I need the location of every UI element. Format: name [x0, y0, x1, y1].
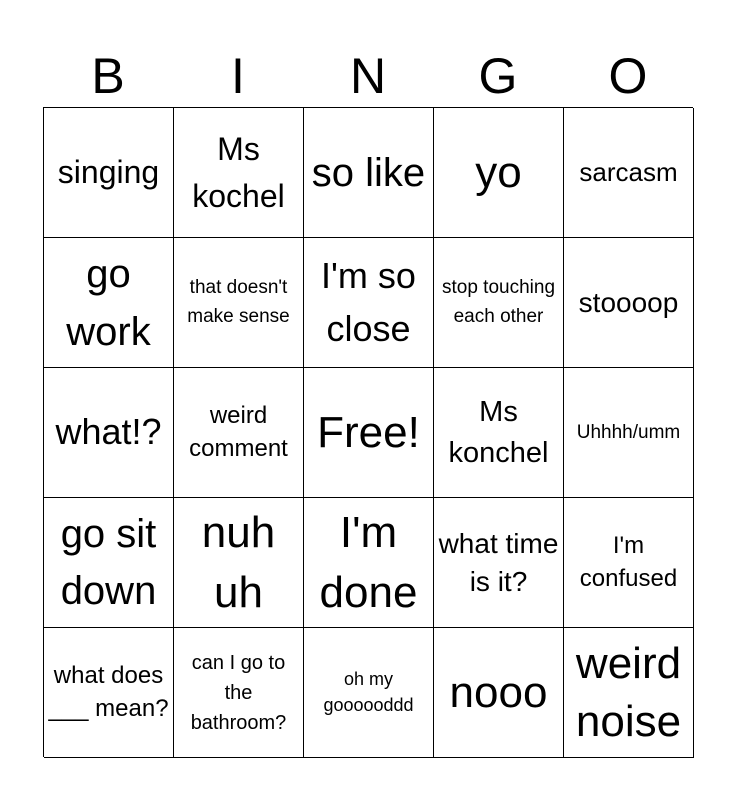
header-letter-g: G [478, 48, 518, 104]
cell-text: nuh uh [201, 508, 276, 617]
bingo-cell[interactable] [174, 368, 304, 498]
bingo-cell[interactable] [174, 238, 304, 368]
cell-text: Uhhhh/umm [576, 421, 681, 443]
bingo-cell[interactable] [434, 108, 564, 238]
bingo-cell[interactable] [434, 368, 564, 498]
bingo-cell[interactable] [44, 498, 174, 628]
bingo-cell[interactable] [44, 368, 174, 498]
bingo-cell[interactable] [434, 628, 564, 758]
header-letter-o: O [608, 48, 648, 104]
bingo-cell[interactable] [174, 628, 304, 758]
cell-text: what does ___ mean? [48, 662, 169, 722]
cell-text: I'm done [319, 508, 418, 617]
header-letter-b: B [91, 48, 125, 104]
bingo-header [43, 44, 693, 108]
cell-text: I'm so close [321, 255, 416, 349]
bingo-cell[interactable] [304, 238, 434, 368]
cell-text: can I go to the bathroom? [190, 651, 287, 734]
cell-text: go sit down [60, 511, 157, 613]
bingo-cell[interactable] [434, 498, 564, 628]
cell-text: nooo [449, 667, 548, 717]
cell-text: Ms konchel [448, 395, 549, 469]
bingo-cell[interactable] [564, 498, 694, 628]
cell-text: yo [475, 147, 522, 197]
bingo-cell[interactable] [564, 628, 694, 758]
bingo-cell[interactable] [304, 628, 434, 758]
cell-text: singing [57, 153, 160, 190]
bingo-cell[interactable] [434, 238, 564, 368]
bingo-cell[interactable] [304, 108, 434, 238]
cell-text: what!? [55, 411, 162, 453]
bingo-cell[interactable] [174, 498, 304, 628]
bingo-cell[interactable] [564, 108, 694, 238]
bingo-cell[interactable] [44, 108, 174, 238]
cell-text: I'm confused [579, 532, 678, 592]
cell-text: weird noise [575, 639, 682, 746]
bingo-cell[interactable] [44, 628, 174, 758]
bingo-cell[interactable] [44, 238, 174, 368]
cell-text: Ms kochel [192, 131, 285, 214]
bingo-cell[interactable] [174, 108, 304, 238]
cell-text: what time is it? [438, 527, 559, 597]
cell-text: oh my goooooddd [323, 669, 414, 715]
cell-text: go work [66, 251, 151, 354]
bingo-cell[interactable] [304, 498, 434, 628]
bingo-board [43, 107, 693, 757]
cell-text: weird comment [189, 402, 288, 462]
cell-text: Free! [317, 407, 420, 457]
header-letter-i: I [231, 48, 245, 104]
bingo-cell[interactable] [304, 368, 434, 498]
cell-text: so like [311, 150, 426, 195]
cell-text: sarcasm [579, 156, 678, 187]
cell-text: that doesn't make sense [187, 277, 290, 327]
header-letter-n: N [349, 48, 387, 104]
bingo-cell[interactable] [564, 368, 694, 498]
cell-text: stop touching each other [441, 277, 556, 327]
bingo-cell[interactable] [564, 238, 694, 368]
cell-text: stoooop [578, 286, 679, 318]
